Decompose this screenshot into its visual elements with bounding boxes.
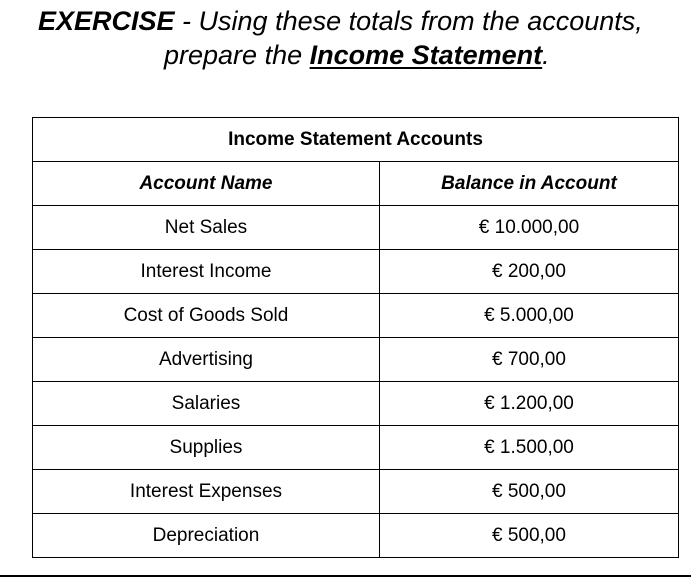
table-row [33, 250, 679, 294]
balance-cell: € 5.000,00 [379, 294, 678, 338]
balance-cell: € 500,00 [379, 470, 678, 514]
heading-line-1 [38, 3, 643, 39]
table-row [33, 206, 679, 250]
table-row [33, 382, 679, 426]
income-statement-emphasis: Income Statement [309, 40, 543, 70]
account-name-cell: Depreciation [33, 514, 380, 558]
exercise-label: EXERCISE [38, 6, 175, 36]
income-statement-accounts-table [32, 117, 679, 558]
account-name-cell: Net Sales [33, 206, 380, 250]
balance-cell: € 700,00 [379, 338, 678, 382]
table-title: Income Statement Accounts [33, 118, 679, 162]
account-name-cell: Advertising [33, 338, 380, 382]
account-name-cell: Supplies [33, 426, 380, 470]
column-header-account-name: Account Name [33, 162, 380, 206]
table-row [33, 470, 679, 514]
bottom-divider [0, 575, 691, 577]
table-title-row [33, 118, 679, 162]
column-header-balance: Balance in Account [379, 162, 678, 206]
balance-cell: € 1.200,00 [379, 382, 678, 426]
account-name-cell: Cost of Goods Sold [33, 294, 380, 338]
table-header-row [33, 162, 679, 206]
table-row [33, 294, 679, 338]
balance-cell: € 500,00 [379, 514, 678, 558]
balance-cell: € 200,00 [379, 250, 678, 294]
accounts-table-container [32, 117, 679, 558]
table-row [33, 514, 679, 558]
account-name-cell: Salaries [33, 382, 380, 426]
table-row [33, 338, 679, 382]
table-row [33, 426, 679, 470]
heading-line-2-suffix: . [542, 40, 550, 70]
account-name-cell: Interest Expenses [33, 470, 380, 514]
heading-line-1-text: - Using these totals from the accounts, [174, 6, 643, 36]
heading-line-2 [164, 37, 550, 73]
account-name-cell: Interest Income [33, 250, 380, 294]
balance-cell: € 10.000,00 [379, 206, 678, 250]
balance-cell: € 1.500,00 [379, 426, 678, 470]
heading-line-2-prefix: prepare the [164, 40, 310, 70]
